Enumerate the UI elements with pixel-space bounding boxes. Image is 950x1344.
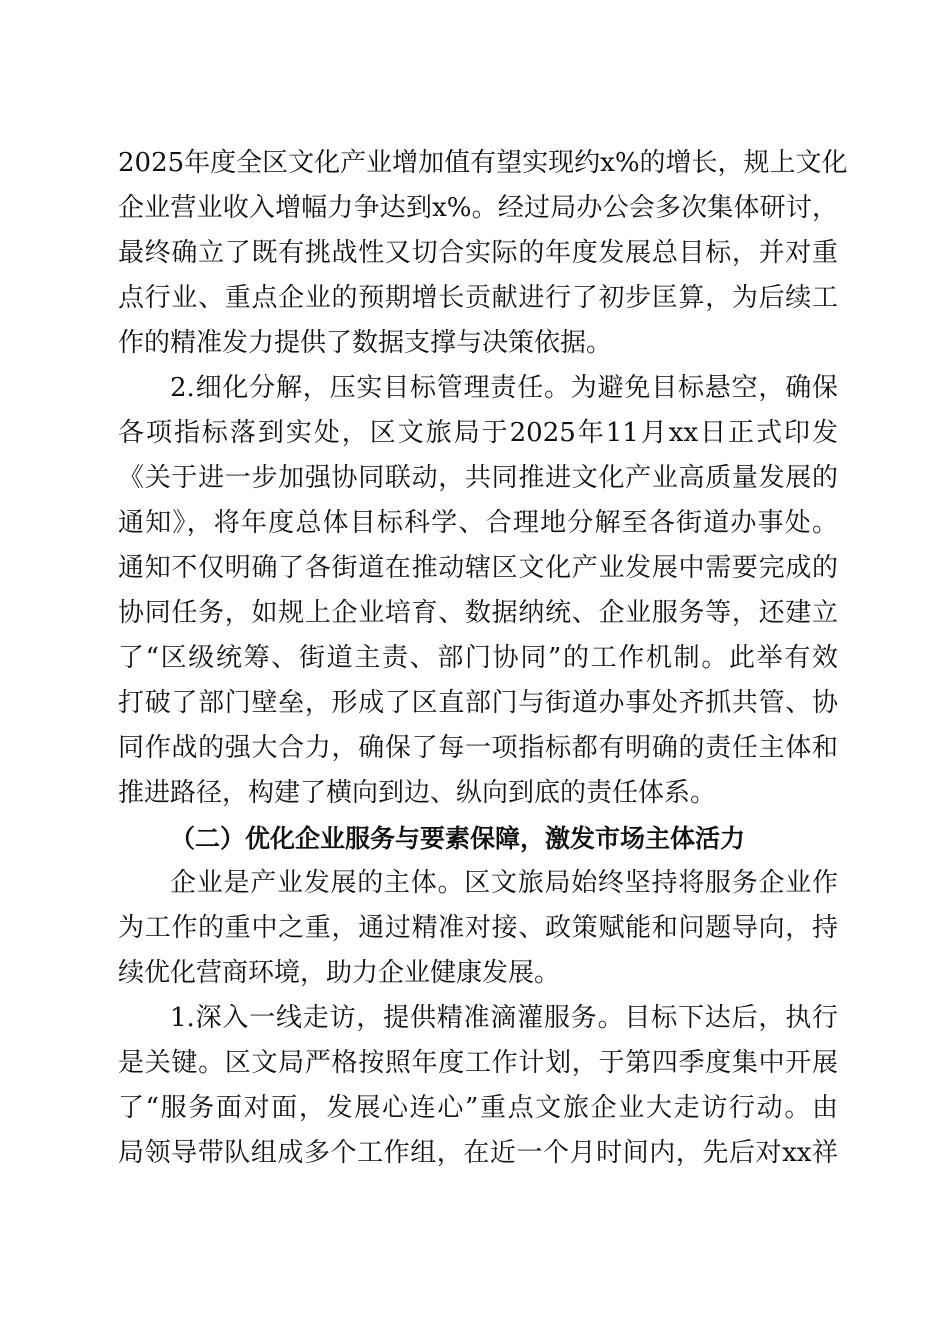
paragraph-line: 为工作的重中之重，通过精准对接、政策赋能和问题导向，持 bbox=[118, 913, 838, 943]
paragraph-line: 点行业、重点企业的预期增长贡献进行了初步匡算，为后续工 bbox=[118, 283, 838, 313]
paragraph-line: 通知》，将年度总体目标科学、合理地分解至各街道办事处。 bbox=[118, 508, 838, 538]
paragraph-line: 《关于进一步加强协同联动，共同推进文化产业高质量发展的 bbox=[118, 463, 838, 493]
paragraph-line: 最终确立了既有挑战性又切合实际的年度发展总目标，并对重 bbox=[118, 238, 838, 268]
paragraph-line: 通知不仅明确了各街道在推动辖区文化产业发展中需要完成的 bbox=[118, 553, 838, 583]
paragraph-line: 企业营业收入增幅力争达到x%。经过局办公会多次集体研讨， bbox=[118, 193, 838, 223]
paragraph-line: 同作战的强大合力，确保了每一项指标都有明确的责任主体和 bbox=[118, 733, 838, 763]
paragraph-line: 了“区级统筹、街道主责、部门协同”的工作机制。此举有效 bbox=[118, 643, 838, 673]
paragraph-line: 推进路径，构建了横向到边、纵向到底的责任体系。 bbox=[118, 778, 717, 808]
section-heading: （二）优化企业服务与要素保障，激发市场主体活力 bbox=[170, 824, 746, 853]
paragraph-line: 协同任务，如规上企业培育、数据纳统、企业服务等，还建立 bbox=[118, 598, 838, 628]
paragraph-line: 各项指标落到实处，区文旅局于2025年11月xx日正式印发 bbox=[118, 418, 838, 448]
paragraph-line: 了“服务面对面，发展心连心”重点文旅企业大走访行动。由 bbox=[118, 1093, 838, 1123]
paragraph-line: 1.深入一线走访，提供精准滴灌服务。目标下达后，执行 bbox=[170, 1003, 838, 1033]
paragraph-line: 2025年度全区文化产业增加值有望实现约x%的增长，规上文化 bbox=[118, 148, 848, 178]
paragraph-line: 企业是产业发展的主体。区文旅局始终坚持将服务企业作 bbox=[170, 868, 838, 898]
paragraph-line: 局领导带队组成多个工作组，在近一个月时间内，先后对xx祥 bbox=[118, 1138, 838, 1168]
paragraph-line: 是关键。区文局严格按照年度工作计划，于第四季度集中开展 bbox=[118, 1048, 838, 1078]
paragraph-line: 2.细化分解，压实目标管理责任。为避免目标悬空，确保 bbox=[170, 373, 838, 403]
paragraph-line: 作的精准发力提供了数据支撑与决策依据。 bbox=[118, 328, 613, 358]
paragraph-line: 打破了部门壁垒，形成了区直部门与街道办事处齐抓共管、协 bbox=[118, 688, 838, 718]
paragraph-line: 续优化营商环境，助力企业健康发展。 bbox=[118, 958, 561, 988]
